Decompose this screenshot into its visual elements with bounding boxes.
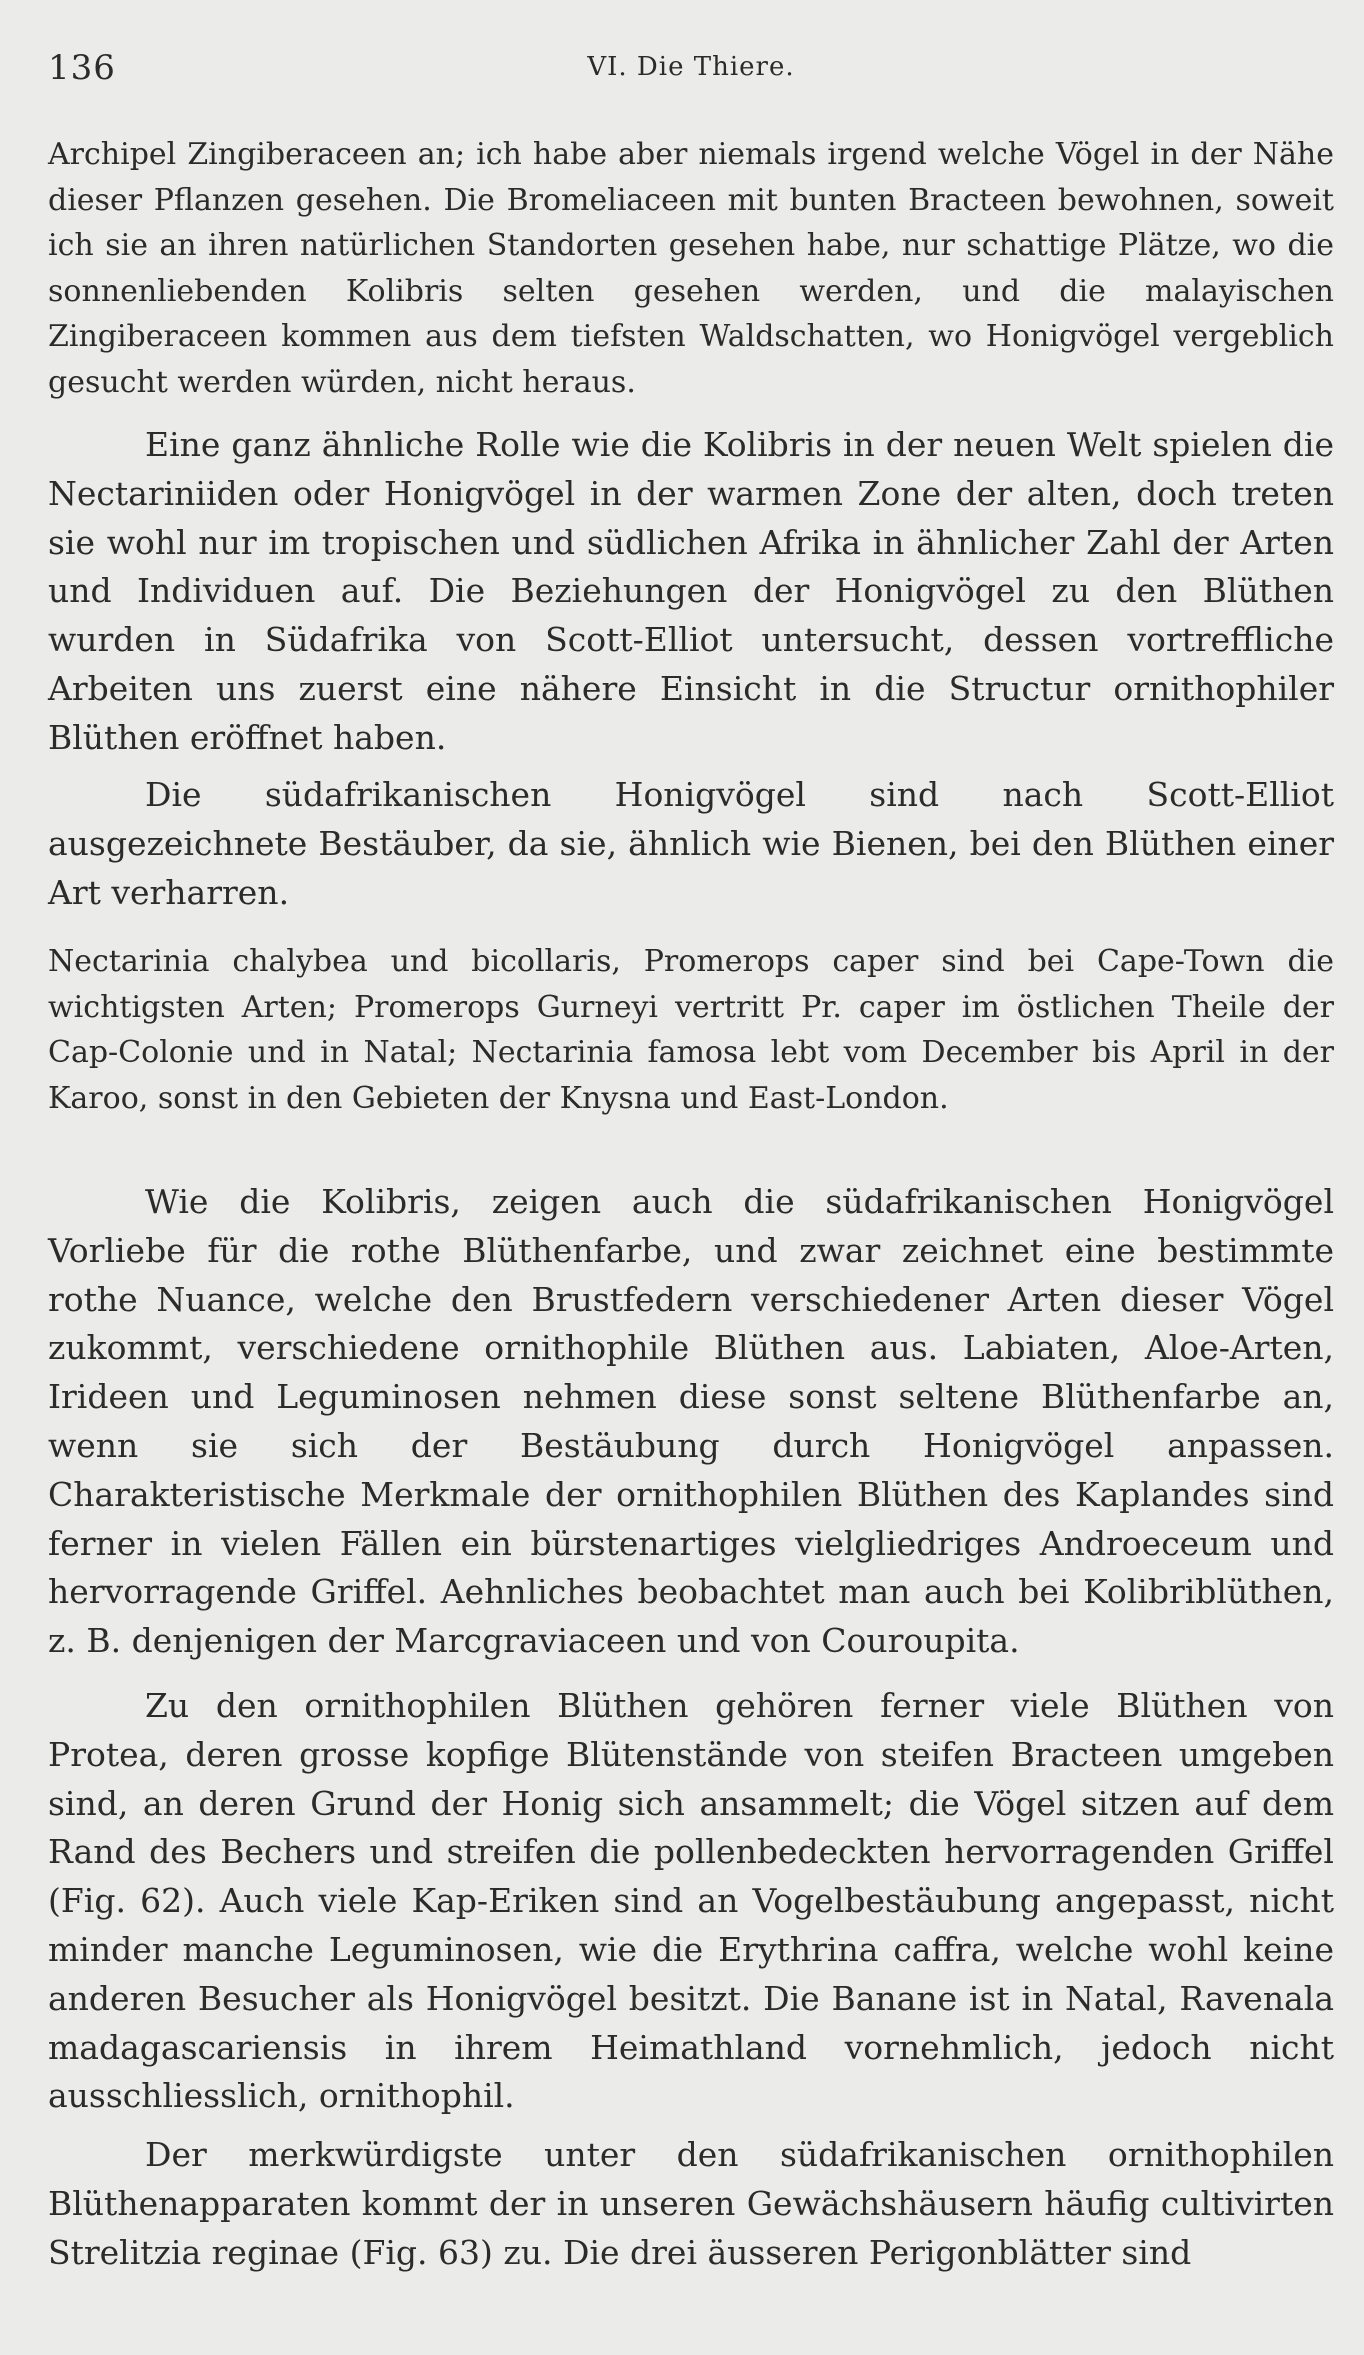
page-number: 136: [48, 48, 116, 88]
page-header: [48, 48, 1334, 88]
paragraph-6: Zu den ornithophilen Blüthen gehören ferner viele Blüthen von Protea, deren grosse kopfige Blütenstände von steifen Bracteen umgeben sind, an deren Grund der Honig sich ansammelt; die Vögel sitzen auf dem Rand des Bechers und streifen die pollenbedeckten hervorragenden Griffel (Fig. 62). Auch viele Kap-Eriken sind an Vogelbestäubung angepasst, nicht minder manche Leguminosen, wie die Erythrina caffra, welche wohl keine anderen Besucher als Honigvögel besitzt. Die Banane ist in Natal, Ravenala madagascariensis in ihrem Heimathland vornehmlich, jedoch nicht ausschliesslich, ornithophil.: [48, 1686, 1334, 2116]
paragraph-1: Archipel Zingiberaceen an; ich habe aber niemals irgend welche Vögel in der Nähe dieser Pflanzen gesehen. Die Bromeliaceen mit bunten Bracteen bewohnen, soweit ich sie an ihren natürlichen Standorten gesehen habe, nur schattige Plätze, wo die sonnenliebenden Kolibris selten gesehen werden, und die malayischen Zingiberaceen kommen aus dem tiefsten Waldschatten, wo Honigvögel vergeblich gesucht werden würden, nicht heraus.: [48, 137, 1334, 400]
running-head: VI. Die Thiere.: [587, 52, 795, 82]
paragraph-3: Die südafrikanischen Honigvögel sind nach Scott-Elliot ausgezeichnete Bestäuber, da sie, ähnlich wie Bienen, bei den Blüthen einer Art verharren.: [48, 775, 1334, 912]
paragraph-7: Der merkwürdigste unter den südafrikanischen ornithophilen Blüthenapparaten kommt der in unseren Gewächshäusern häufig cultivirten Strelitzia reginae (Fig. 63) zu. Die drei äusseren Perigonblätter sind: [48, 2135, 1334, 2272]
paragraph-5: Wie die Kolibris, zeigen auch die südafrikanischen Honigvögel Vorliebe für die rothe Blüthenfarbe, und zwar zeichnet eine bestimmte rothe Nuance, welche den Brustfedern verschiedener Arten dieser Vögel zukommt, verschiedene ornithophile Blüthen aus. Labiaten, Aloe-Arten, Irideen und Leguminosen nehmen diese sonst seltene Blüthenfarbe an, wenn sie sich der Bestäubung durch Honigvögel anpassen. Charakteristische Merkmale der ornithophilen Blüthen des Kaplandes sind ferner in vielen Fällen ein bürstenartiges vielgliedriges Androeceum und hervorragende Griffel. Aehnliches beobachtet man auch bei Kolibriblüthen, z. B. denjenigen der Marcgraviaceen und von Couroupita.: [48, 1182, 1334, 1661]
paragraph-2: Eine ganz ähnliche Rolle wie die Kolibris in der neuen Welt spielen die Nectariniiden oder Honigvögel in der warmen Zone der alten, doch treten sie wohl nur im tropischen und südlichen Afrika in ähnlicher Zahl der Arten und Individuen auf. Die Beziehungen der Honigvögel zu den Blüthen wurden in Südafrika von Scott-Elliot untersucht, dessen vortreffliche Arbeiten uns zuerst eine nähere Einsicht in die Structur ornithophiler Blüthen eröffnet haben.: [48, 425, 1334, 757]
paragraph-4-small: Nectarinia chalybea und bicollaris, Promerops caper sind bei Cape-Town die wichtigsten Arten; Promerops Gurneyi vertritt Pr. caper im östlichen Theile der Cap-Colonie und in Natal; Nectarinia famosa lebt vom December bis April in der Karoo, sonst in den Gebieten der Knysna und East-London.: [48, 944, 1334, 1116]
